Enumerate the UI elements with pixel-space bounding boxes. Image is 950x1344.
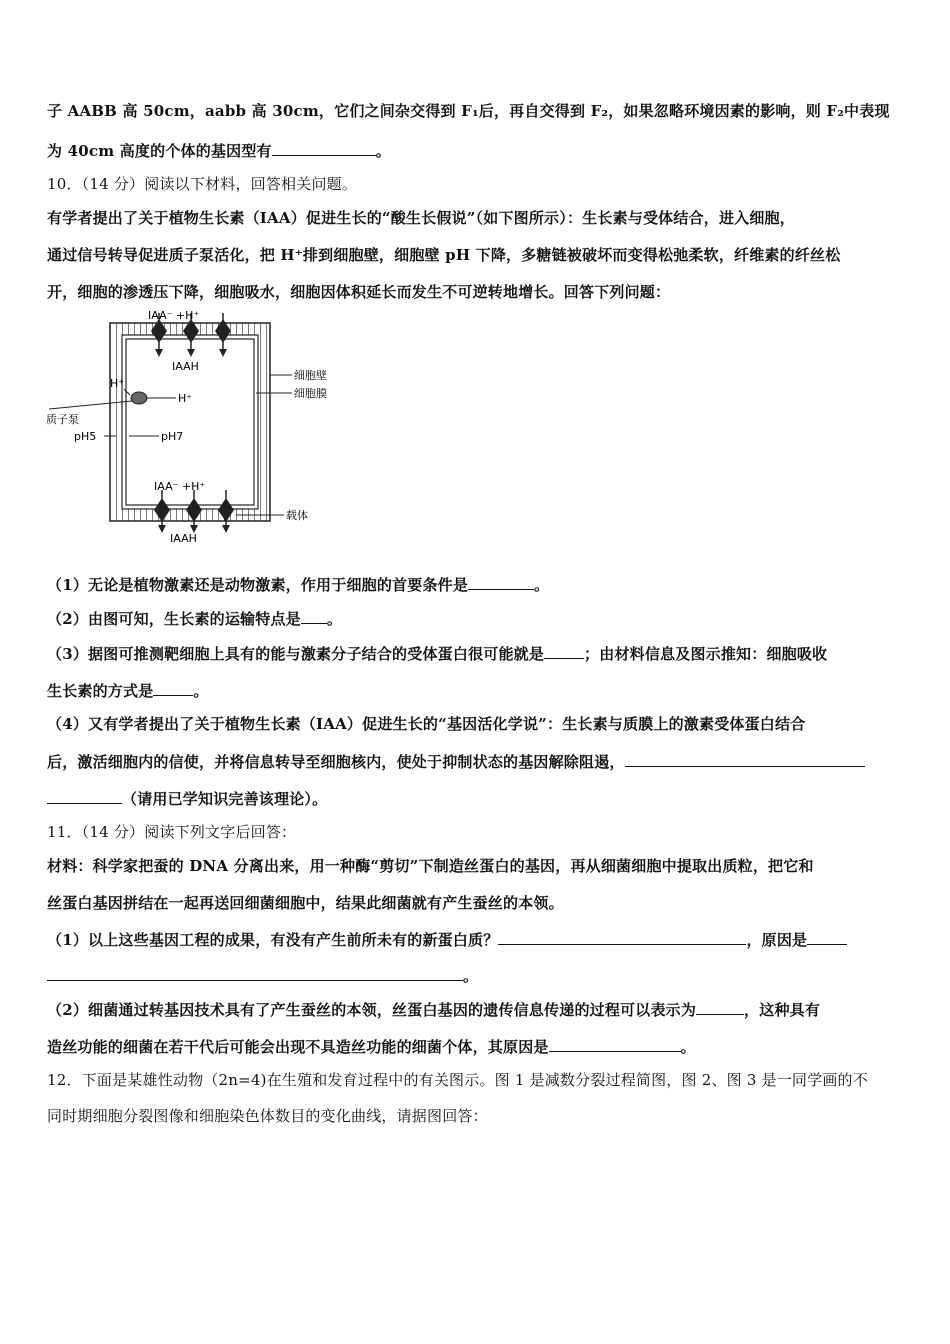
text-span: 。 [463,967,479,985]
question-10-heading: 10．（14 分）阅读以下材料，回答相关问题。 [47,175,358,193]
question-11-heading: 11．（14 分）阅读下列文字后回答： [47,823,297,841]
blank-line [153,679,193,696]
text-span: ，原因是 [746,931,808,949]
text-span: （1）无论是植物激素还是动物激素，作用于细胞的首要条件是 [47,576,469,594]
blank-line [468,573,534,590]
text-span: 为 40cm 高度的个体的基因型有 [47,142,272,160]
text-span: 生长素的方式是 [47,682,154,700]
bottom-label: IAA⁻ +H⁺ [154,480,206,493]
text-span: 。 [534,576,550,594]
proton-pump-icon [131,392,147,404]
top-inner-label: IAAH [172,360,199,373]
text-line: 子 AABB 高 50cm，aabb 高 30cm，它们之间杂交得到 F₁后，再自交得到 F₂，如果忽略环境因素的影响，则 F₂中表现 [47,102,890,120]
text-line: 12．下面是某雄性动物（2n=4)在生殖和发育过程中的有关图示。图 1 是减数分裂过程简图，图 2、图 3 是一同学画的不 [47,1071,868,1089]
blank-line [47,964,463,981]
blank-line [301,607,327,624]
text-line: 开，细胞的渗透压下降，细胞吸水，细胞因体积延长而发生不可逆转地增长。回答下列问题： [47,283,671,301]
text-span: （1）以上这些基因工程的成果，有没有产生前所未有的新蛋白质？ [47,931,499,949]
text-line: 丝蛋白基因拼结在一起再送回细菌细胞中，结果此细菌就有产生蚕丝的本领。 [47,894,564,912]
blank-line [272,139,376,156]
proton-pump-label: 质子泵 [46,413,79,426]
text-line: 有学者提出了关于植物生长素（IAA）促进生长的“酸生长假说”（如下图所示）：生长素与受体结合，进入细胞， [47,209,795,227]
text-span: （3）据图可推测靶细胞上具有的能与激素分子结合的受体蛋白很可能就是 [47,645,545,663]
text-line [47,998,917,1021]
text-span: 后，激活细胞内的信使，并将信息转导至细胞核内，使处于抑制状态的基因解除阻遏， [47,753,625,771]
ph5-label: pH5 [74,430,97,443]
text-line: 同时期细胞分裂图像和细胞染色体数目的变化曲线，请据图回答： [47,1107,488,1125]
text-span: （2）细菌通过转基因技术具有了产生蚕丝的本领，丝蛋白基因的遗传信息传递的过程可以表示为 [47,1001,697,1019]
text-span: 。 [375,142,391,160]
blank-line [807,928,847,945]
text-span: 。 [326,610,343,628]
text-span: 。 [680,1038,696,1056]
text-line [47,787,917,810]
text-line [47,573,917,596]
blank-line [498,928,746,945]
text-line [47,679,917,702]
text-line [47,964,917,987]
text-span: （请用已学知识完善该理论）。 [122,790,328,808]
blank-line [625,750,865,767]
blank-line [549,1035,681,1052]
acid-growth-diagram [44,305,344,550]
carrier-label: 载体 [286,509,308,522]
ph7-label: pH7 [161,430,184,443]
text-span: ；由材料信息及图示推知：细胞吸收 [584,645,828,663]
text-line [47,1035,917,1058]
blank-line [696,998,744,1015]
text-span: 造丝功能的细菌在若干代后可能会出现不具造丝功能的细菌个体，其原因是 [47,1038,549,1056]
bottom-inner-label: IAAH [170,532,197,545]
cell-wall-label: 细胞壁 [294,369,327,382]
text-line: （4）又有学者提出了关于植物生长素（IAA）促进生长的“基因活化学说”：生长素与质膜上的激素受体蛋白结合 [47,715,806,733]
top-label: IAA⁻ +H⁺ [148,309,200,322]
h-plus-wall: H⁺ [110,377,125,390]
text-line [47,139,917,162]
text-line [47,928,917,951]
cell-membrane-label: 细胞膜 [294,387,327,400]
text-span: （2）由图可知，生长素的运输特点是 [47,610,301,628]
blank-line [47,787,122,804]
text-line [47,607,917,630]
h-plus-inside: H⁺ [178,392,193,405]
text-line: 材料：科学家把蚕的 DNA 分离出来，用一种酶“剪切”下制造丝蛋白的基因，再从细菌细胞中提取出质粒，把它和 [47,857,814,875]
text-span: ，这种具有 [744,1001,821,1019]
text-line [47,642,917,665]
blank-line [544,642,584,659]
text-line [47,750,917,773]
text-line: 通过信号转导促进质子泵活化，把 H⁺排到细胞壁，细胞壁 pH 下降，多糖链被破坏而变得松弛柔软，纤维素的纤丝松 [47,246,841,264]
text-span: 。 [193,682,209,700]
